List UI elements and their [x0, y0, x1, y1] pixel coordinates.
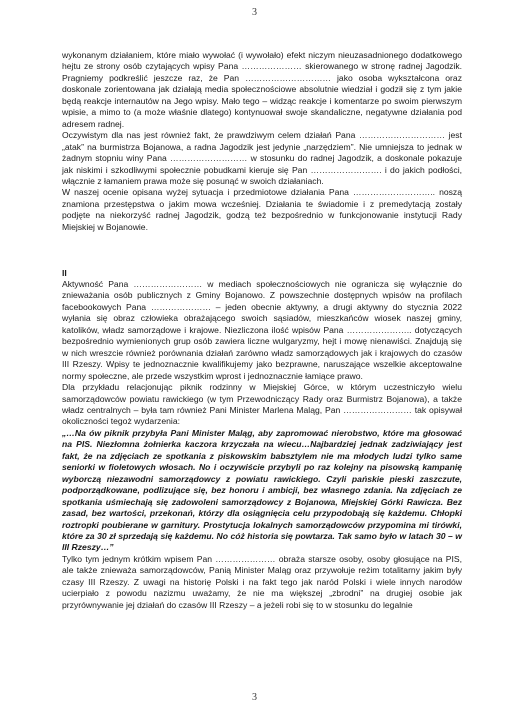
paragraph-6: Tylko tym jednym krótkim wpisem Pan ………………… obraża starsze osoby, osoby głosujące na PIS, ale także znieważa samorządowców, Panią Minister Maląg oraz przywołuje reżim totalitarny jakim były czasy III Rzeszy. Z uwagi na historię Polski i na fakt tego jak naród Polski i wiele innych narodów ucierpiało z powodu nazizmu uważamy, że nie ma większej „zbrodni” na drugiej osobie jak przyrównywanie jej działań do czasów III Rzeszy – a jeżeli robi się to w stosunku do legalnie [62, 553, 462, 610]
paragraph-4: Aktywność Pana …………………… w mediach społecznościowych nie ogranicza się wyłącznie do znieważania osób publicznych z Gminy Bojanowo. Z powszechnie dostępnych wpisów na profilach facebookowych Pana ………………… – jeden obecnie aktywny, a drugi aktywny do stycznia 2022 wyłania się obraz człowieka obrażającego swoich sąsiadów, mieszkańców wiosek naszej gminy, katolików, władz samorządowe i krajowe. Niezliczona ilość wpisów Pana ………………….. dotyczących bezpośrednio wymienionych grup osób zawiera liczne wulgaryzmy, hejt i mowę nienawiści. Znajdują się w nich wreszcie również porównania działań zarówno władz samorządowych jak i krajowych do czasów III Rzeszy. Wpisy te jednoznacznie kwalifikujemy jako bezprawne, naruszające wszelkie akceptowalne normy społeczne, ale przede wszystkim wprost i jednoznacznie łamiące prawo. [62, 279, 462, 381]
page-number-top: 3 [252, 7, 257, 18]
section-heading: II [62, 267, 67, 278]
paragraph-2: Oczywistym dla nas jest również fakt, że prawdziwym celem działań Pana ………………………… jest „atak” na burmistrza Bojanowa, a radna Jagodzik jest jedynie „narzędziem”. Nie umniejsza to jednak w żadnym stopniu winy Pana ……………………… w stosunku do radnej Jagodzik, a doskonale pokazuje jak niskimi i szkodliwymi społecznie pobudkami kieruje się Pan ……………………. i do jakich podłości, włącznie z łamaniem prawa może się posunąć w swoich działaniach. [62, 130, 462, 186]
blank-line [62, 256, 462, 267]
page-number-bottom: 3 [252, 692, 257, 703]
blank-line [62, 245, 462, 256]
paragraph-5: Dla przykładu relacjonując piknik rodzinny w Miejskiej Górce, w którym uczestniczyło wielu samorządowców powiatu rawickiego (w tym Przewodniczący Rady oraz Burmistrz Bojanowa), a także władz centralnych – była tam również Pani Minister Marlena Maląg, Pan …………………… tak opisywał okoliczności tegoż wydarzenia: [62, 382, 462, 427]
quoted-post: „…Na ów piknik przybyła Pani Minister Maląg, aby zapromować nierobstwo, które ma głosować na PIS. Niezłomna żołnierka kaczora krzyczała na wiecu…Najbardziej jednak zadziwiający jest fakt, że na zdjęciach ze spotkania z piskowskim babsztylem nie ma młodych ludzi tylko same seniorki w fioletowych włosach. No i oczywiście przybyli po raz kolejny na pisowską kampanię wyborczą niezawodni samorządowcy z powiatu rawickiego. Czyli pańskie pieski zaszczute, podporządkowane, podlizujące się, bez honoru i ambicji, bez własnego zdania. Na zdjęciach ze spotkania uśmiechają się zadowoleni samorządowcy z Bojanowa, Miejskiej Górki Rawicza. Bez zasad, bez wartości, przekonań, którzy dla osiągnięcia celu przypodobają się każdemu. Chłopki roztropki poubierane w garnitury. Prostytucja lokalnych samorządowców przypomina mi tirówki, które za 30 zł sprzedają się każdemu. No cóż historia się powtarza. Tak samo było w latach 30 – w III Rzeszy…” [62, 427, 462, 553]
paragraph-1: wykonanym działaniem, które miało wywołać (i wywołało) efekt niczym nieuzasadnionego dodatkowego hejtu ze strony osób czytających wpisy Pana ………………… skierowanego w stronę radnej Jagodzik. Pragniemy podkreślić jeszcze raz, że Pan ………………………… jako osoba wykształcona oraz doskonale zorientowana jak działają media społecznościowe absolutnie wiedział i godził się z tym jakie będą reakcje internautów na Jego wpisy. Mało tego – widząc reakcje i komentarze po swoim pierwszym wpisie, a mimo to (a może właśnie dlatego) kontynuował swoje skandaliczne, negatywne działania pod adresem radnej. [62, 50, 462, 129]
blank-line [62, 233, 462, 244]
document-body [62, 50, 462, 611]
paragraph-3: W naszej ocenie opisana wyżej sytuacja i przedmiotowe działania Pana ……………………….. noszą znamiona przestępstwa o jakim mowa wcześniej. Działania te świadomie i z premedytacją zostały podjęte na niekorzyść radnej Jagodzik, godzą też bezpośrednio w funkcjonowanie instytucji Rady Miejskiej w Bojanowie. [62, 187, 462, 232]
